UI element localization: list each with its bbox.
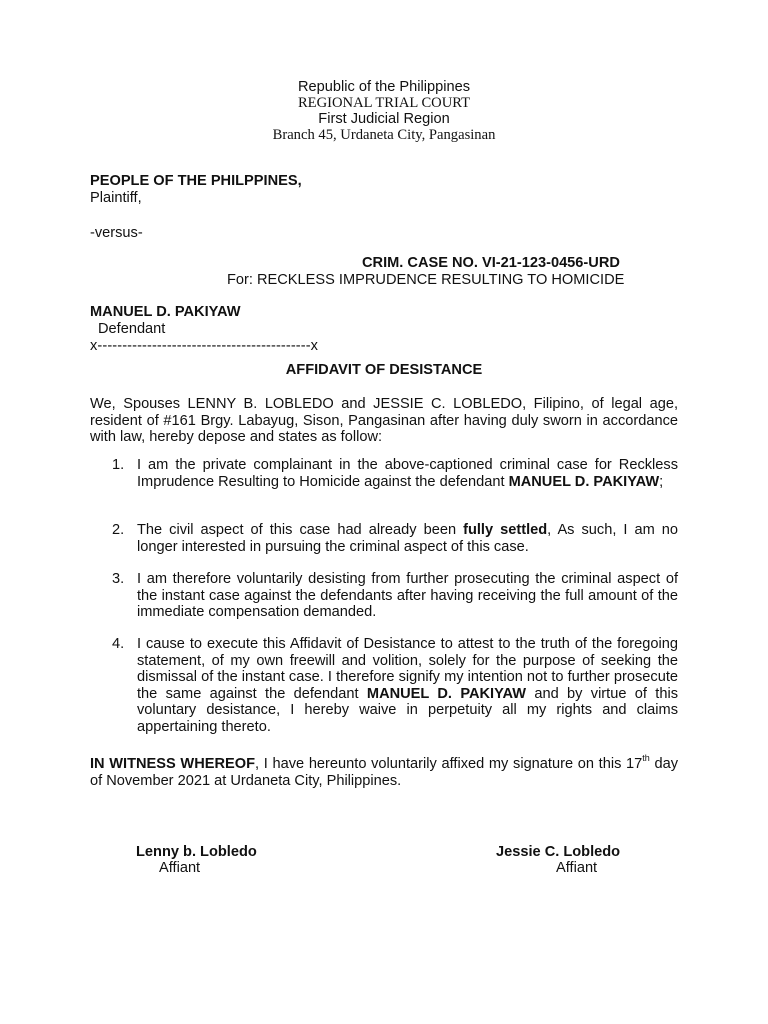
signatory-role: Affiant <box>159 860 201 876</box>
defendant-name-inline: MANUEL D. PAKIYAW <box>508 473 660 490</box>
affidavit-title: AFFIDAVIT OF DESISTANCE <box>285 362 483 378</box>
caption-divider: x-------------------------------------------x <box>90 338 319 354</box>
signatory-role: Affiant <box>556 860 598 876</box>
defendant-name-inline: MANUEL D. PAKIYAW <box>366 685 527 702</box>
list-item-body: I cause to execute this Affidavit of Desistance to attest to the truth of the foregoing statement, of my own freewill and volition, solely for the purpose of seeking the dismissal of the instant case. I therefore signify my intention not to further prosecute the same against the defendant MANUEL D. PAKIYAW and by virtue of this voluntary desistance, I hereby waive in perpetuity all my rights and claims appertaining thereto. <box>137 636 678 735</box>
witness-day: 17 <box>626 756 643 772</box>
header-region: First Judicial Region <box>318 111 450 127</box>
intro-paragraph: We, Spouses LENNY B. LOBLEDO and JESSIE C. LOBLEDO, Filipino, of legal age, resident of #161 Brgy. Labayug, Sison, Pangasinan after having duly sworn in accordance with law, hereby depose and states as follow: <box>90 396 678 445</box>
list-item-body: I am the private complainant in the above-captioned criminal case for Reckless Imprudence Resulting to Homicide against the defendant MANUEL D. PAKIYAW; <box>137 457 678 490</box>
list-item-number: 1. <box>112 457 125 473</box>
header-branch: Branch 45, Urdaneta City, Pangasinan <box>272 127 496 143</box>
case-offense: For: RECKLESS IMPRUDENCE RESULTING TO HOMICIDE <box>227 272 625 288</box>
fully-settled-inline: fully settled <box>463 522 548 538</box>
list-item-body: The civil aspect of this case had already been fully settled, As such, I am no longer interested in pursuing the criminal aspect of this case. <box>137 522 679 555</box>
header-republic: Republic of the Philippines <box>298 79 470 95</box>
list-item-number: 3. <box>112 571 125 587</box>
list-item-number: 2. <box>112 522 125 538</box>
list-item-body: I am therefore voluntarily desisting from further prosecuting the criminal aspect of the instant case against the defendants after having receiving the full amount of the immediate compensation demanded. <box>137 571 678 620</box>
versus-label: -versus- <box>90 225 143 241</box>
defendant-name: MANUEL D. PAKIYAW <box>90 304 241 320</box>
witness-paragraph: IN WITNESS WHEREOF, I have hereunto voluntarily affixed my signature on this 17th day of November 2021 at Urdaneta City, Philippines. <box>90 753 679 789</box>
witness-day-suffix: th <box>642 753 650 764</box>
signatory-name: Jessie C. Lobledo <box>496 844 621 860</box>
witness-lead: IN WITNESS WHEREOF <box>90 756 256 772</box>
header-court: REGIONAL TRIAL COURT <box>297 95 471 111</box>
list-item-number: 4. <box>112 636 125 652</box>
plaintiff-role: Plaintiff, <box>90 190 142 206</box>
defendant-role: Defendant <box>98 321 166 337</box>
case-number: CRIM. CASE NO. VI-21-123-0456-URD <box>362 255 620 271</box>
signatory-name: Lenny b. Lobledo <box>136 844 257 860</box>
plaintiff-name: PEOPLE OF THE PHILPPINES, <box>90 173 302 189</box>
